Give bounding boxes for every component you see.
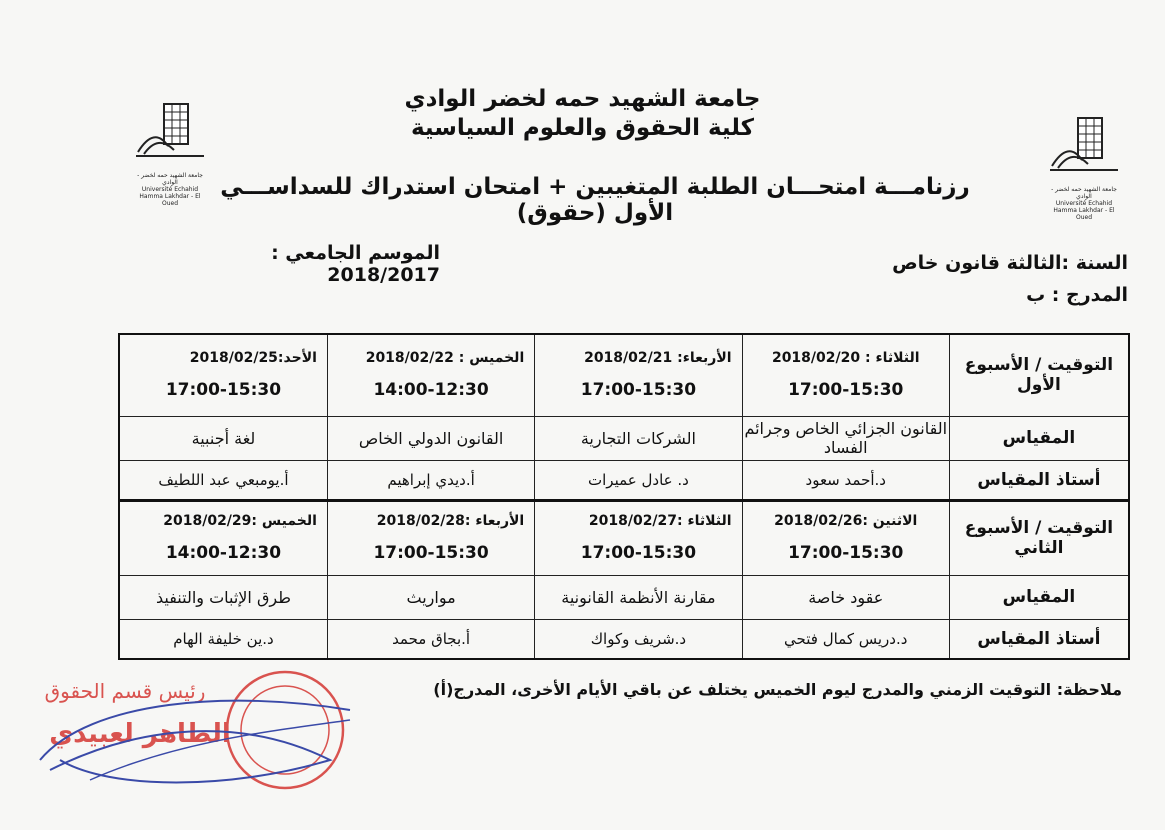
study-year: السنة :الثالثة قانون خاص xyxy=(892,252,1128,274)
logo-caption: جامعة الشهيد حمه لخضر - الوادي Université Echahid Hamma Lakhdar - El Oued xyxy=(1051,186,1117,221)
week1-time-row xyxy=(119,334,1129,416)
week2-prof-2: د.شريف وكواك xyxy=(535,619,742,659)
academic-season: الموسم الجامعي : 2018/2017 xyxy=(271,242,440,286)
week2-prof-label: أستاذ المقياس xyxy=(949,619,1129,659)
week2-prof-3: أ.بجاق محمد xyxy=(327,619,534,659)
week1-prof-1: د.أحمد سعود xyxy=(742,460,949,500)
week1-day-1: الثلاثاء : 2018/02/20 17:00-15:30 xyxy=(742,334,949,416)
week2-subject-row xyxy=(119,575,1129,619)
university-logo-icon xyxy=(1048,110,1120,182)
university-name: جامعة الشهيد حمه لخضر الوادي xyxy=(404,86,761,112)
week1-subject-label: المقياس xyxy=(949,416,1129,460)
week2-time-label: التوقيت / الأسبوع الثاني xyxy=(949,500,1129,575)
week1-subject-1: القانون الجزائي الخاص وجرائم الفساد xyxy=(742,416,949,460)
week2-time-row xyxy=(119,500,1129,575)
week2-day-2: الثلاثاء :2018/02/27 17:00-15:30 xyxy=(535,500,742,575)
week2-subject-label: المقياس xyxy=(949,575,1129,619)
week2-day-4: الخميس :2018/02/29 14:00-12:30 xyxy=(119,500,327,575)
faculty-name: كلية الحقوق والعلوم السياسية xyxy=(410,115,755,141)
week1-day-4: الأحد:2018/02/25 17:00-15:30 xyxy=(119,334,327,416)
week2-prof-row xyxy=(119,619,1129,659)
department-stamp-icon xyxy=(30,660,360,810)
week1-prof-4: أ.يومبعي عبد اللطيف xyxy=(119,460,327,500)
week2-prof-1: د.دريس كمال فتحي xyxy=(742,619,949,659)
week2-subject-4: طرق الإثبات والتنفيذ xyxy=(119,575,327,619)
week2-subject-3: مواريث xyxy=(327,575,534,619)
week2-day-1: الاثنين :2018/02/26 17:00-15:30 xyxy=(742,500,949,575)
week1-prof-label: أستاذ المقياس xyxy=(949,460,1129,500)
week1-prof-2: د. عادل عميرات xyxy=(535,460,742,500)
stamp-title: رئيس قسم الحقوق xyxy=(44,679,206,703)
document-title: رزنامـــة امتحـــان الطلبة المتغيبين + امتحان استدراك للسداســـي الأول (حقوق) xyxy=(220,174,970,226)
lecture-hall: المدرج : ب xyxy=(1026,284,1128,306)
week1-subject-row xyxy=(119,416,1129,460)
week1-subject-3: القانون الدولي الخاص xyxy=(327,416,534,460)
week2-subject-1: عقود خاصة xyxy=(742,575,949,619)
stamp-name: الطاهر لعبيدي xyxy=(49,719,231,749)
week1-time-label: التوقيت / الأسبوع الأول xyxy=(949,334,1129,416)
university-logo-right xyxy=(1048,110,1120,221)
week2-subject-2: مقارنة الأنظمة القانونية xyxy=(535,575,742,619)
schedule-note: ملاحظة: التوقيت الزمني والمدرج ليوم الخميس يختلف عن باقي الأيام الأخرى، المدرج(أ) xyxy=(433,680,1122,699)
week1-subject-2: الشركات التجارية xyxy=(535,416,742,460)
logo-caption: جامعة الشهيد حمه لخضر - الوادي Université Echahid Hamma Lakhdar - El Oued xyxy=(137,172,203,207)
exam-schedule-table xyxy=(118,333,1130,660)
week1-prof-3: أ.ديدي إبراهيم xyxy=(327,460,534,500)
university-logo-icon xyxy=(134,96,206,168)
week1-day-3: الخميس : 2018/02/22 14:00-12:30 xyxy=(327,334,534,416)
week1-subject-4: لغة أجنبية xyxy=(119,416,327,460)
university-logo-left xyxy=(134,96,206,207)
week1-day-2: الأربعاء: 2018/02/21 17:00-15:30 xyxy=(535,334,742,416)
week2-prof-4: د.ين خليفة الهام xyxy=(119,619,327,659)
week1-prof-row xyxy=(119,460,1129,500)
week2-day-3: الأربعاء :2018/02/28 17:00-15:30 xyxy=(327,500,534,575)
